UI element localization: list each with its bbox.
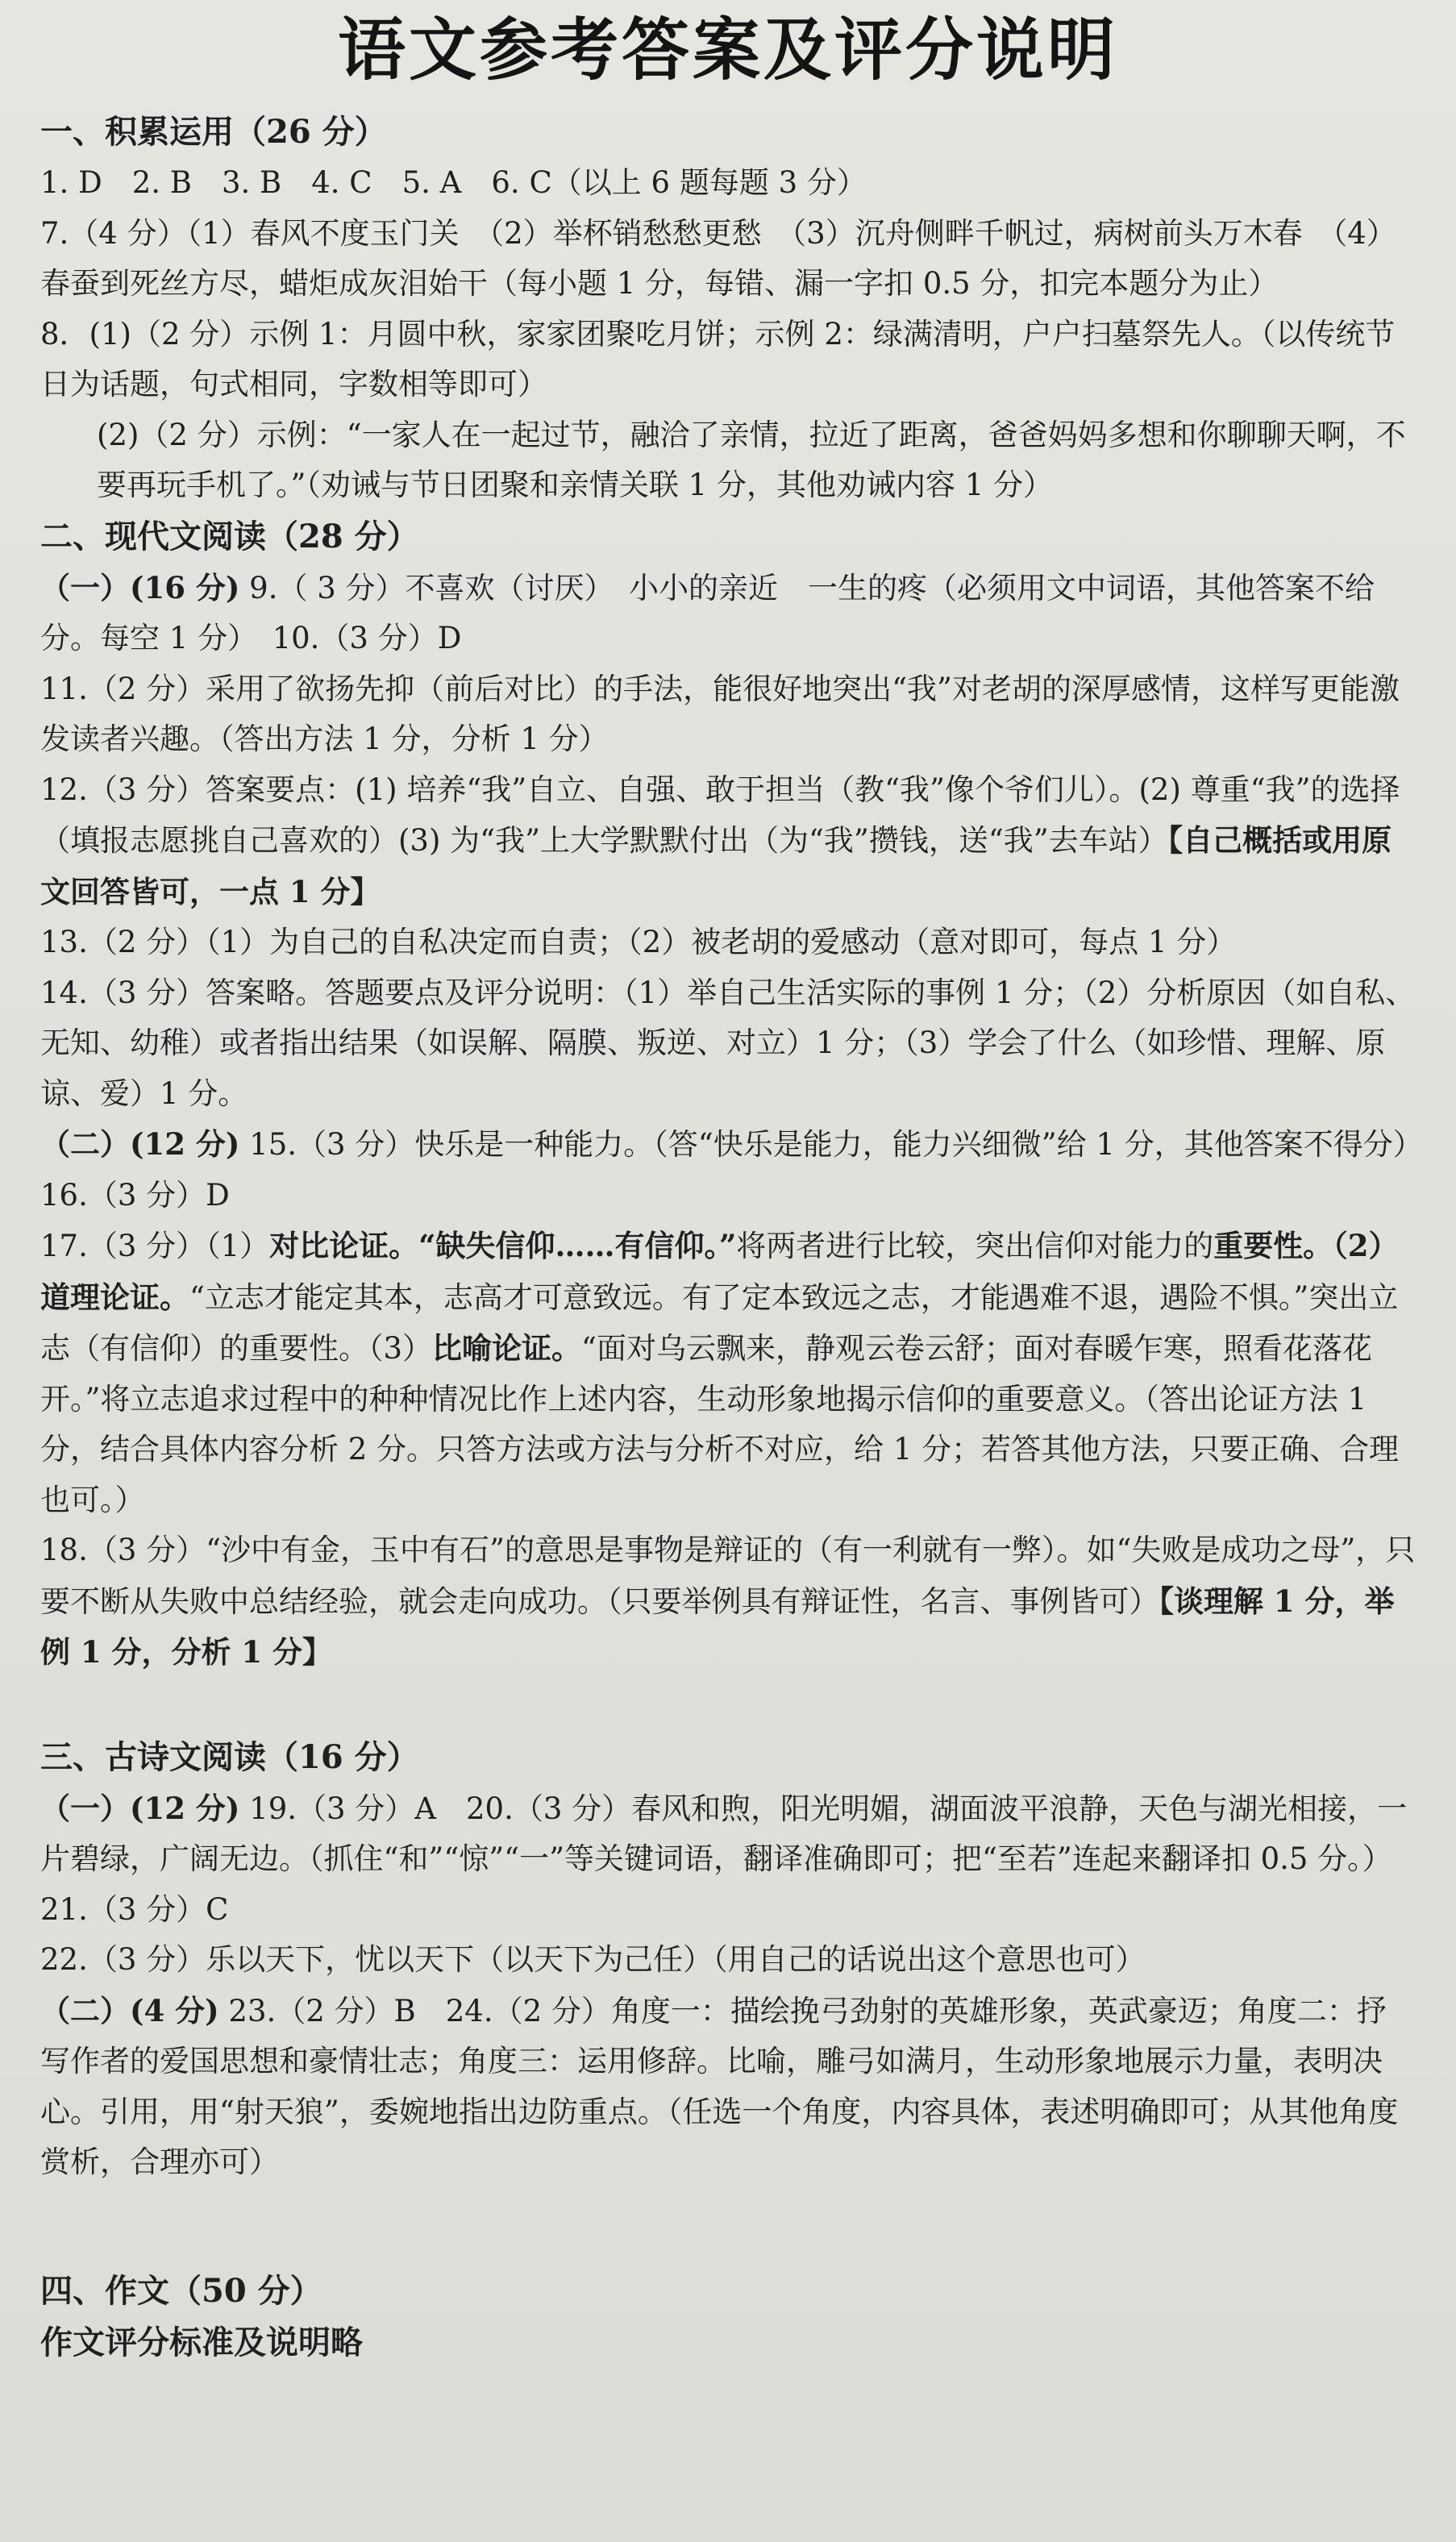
answer-q11: 11.（2 分）采用了欲扬先抑（前后对比）的手法，能很好地突出“我”对老胡的深厚感情，这样写更能激发读者兴趣。（答出方法 1 分，分析 1 分） [40, 671, 1400, 756]
scoring-note: 【谈理解 1 分，举例 1 分，分析 1 分】 [40, 1583, 1395, 1670]
answer-q7: 7.（4 分）（1）春风不度玉门关 （2）举杯销愁愁更愁 （3）沉舟侧畔千帆过，病树前头万木春 （4）春蚕到死丝方尽，蜡炬成灰泪始干（每小题 1 分，每错、漏一字扣 0.5 分，扣完本题分为止） [40, 215, 1396, 301]
answer-text: 18.（3 分）“沙中有金，玉中有石”的意思是事物是辩证的（有一利就有一弊）。如“失败是成功之母”，只要不断从失败中总结经验，就会走向成功。（只要举例具有辩证性，名言、事例皆可） [40, 1533, 1416, 1619]
answer-q8-1: 8．(1)（2 分）示例 1：月圆中秋，家家团聚吃月饼；示例 2：绿满清明，户户扫墓祭先人。（以传统节日为话题，句式相同，字数相等即可） [40, 316, 1396, 401]
answer-text: 9.（ 3 分）不喜欢（讨厌） 小小的亲近 一生的疼（必须用文中词语，其他答案不给分。每空 1 分） 10.（3 分）D [40, 570, 1375, 655]
section-heading: 三、古诗文阅读（16 分） [40, 1737, 419, 1776]
section-heading: 四、作文（50 分） [40, 2271, 322, 2310]
answer-q8-2: (2)（2 分）示例：“一家人在一起过节，融洽了亲情，拉近了距离，爸爸妈妈多想和你聊聊天啊，不要再玩手机了。”（劝诫与节日团聚和亲情关联 1 分，其他劝诫内容 1 分） [97, 417, 1406, 502]
document-title: 语文参考答案及评分说明 [337, 10, 1118, 89]
method-term: 重要性。（2）道理论证。 [40, 1228, 1399, 1315]
answer-q13: 13.（2 分）（1）为自己的自私决定而自责；（2）被老胡的爱感动（意对即可，每点 1 分） [40, 925, 1237, 959]
section-composition [40, 2265, 1416, 2369]
answer-q18 [40, 1525, 1416, 1679]
answer-q1-6: 1. D 2. B 3. B 4. C 5. A 6. C（以上 6 题每题 3 分） [40, 165, 867, 200]
section-accumulation [40, 106, 1416, 511]
answer-text: 12.（3 分）答案要点：(1) 培养“我”自立、自强、敢于担当（教“我”像个爷们儿）。(2) 尊重“我”的选择（填报志愿挑自己喜欢的）(3) 为“我”上大学默默付出（为“我”攒钱，送“我”去车站） [40, 772, 1400, 858]
answer-part-2-q15-16 [40, 1119, 1438, 1221]
section-modern-reading [40, 511, 1438, 1679]
answer-part-1-q9-10 [40, 563, 1416, 664]
part-label: （二）(12 分) [40, 1126, 240, 1162]
part-label: （一）(12 分) [40, 1790, 240, 1826]
answer-text: 15.（3 分）快乐是一种能力。（答“快乐是能力，能力兴细微”给 1 分，其他答案不得分） 16.（3 分）D [40, 1127, 1438, 1213]
answer-text: “立志才能定其本，志高才可意致远。有了定本致远之志，才能遇难不退，遇险不惧。”突出立志（有信仰）的重要性。（3） [40, 1279, 1399, 1366]
answer-text: 将两者进行比较，突出信仰对能力的 [736, 1229, 1214, 1263]
section-heading: 二、现代文阅读（28 分） [40, 517, 419, 555]
section-heading: 一、积累运用（26 分） [40, 113, 387, 151]
answer-q12 [40, 765, 1416, 918]
scoring-note: 【自己概括或用原文回答皆可，一点 1 分】 [40, 822, 1392, 909]
composition-note: 作文评分标准及说明略 [40, 2323, 363, 2361]
answer-q22: 22.（3 分）乐以天下，忧以天下（以天下为己任）（用自己的话说出这个意思也可） [40, 1942, 1146, 1977]
answer-text: 17.（3 分）（1） [40, 1229, 270, 1263]
part-label: （二）(4 分) [40, 1992, 219, 2028]
answer-q17 [40, 1221, 1416, 1525]
document-body [0, 92, 1456, 2369]
answer-text: 19.（3 分）A 20.（3 分）春风和煦，阳光明媚，湖面波平浪静，天色与湖光相接，一片碧绿，广阔无边。（抓住“和”“惊”“一”等关键词语，翻译准确即可；把“至若”连起来翻译扣 0.5 分。） 21.（3 分）C [40, 1791, 1408, 1927]
answer-text: 23.（2 分）B 24.（2 分）角度一：描绘挽弓劲射的英雄形象，英武豪迈；角度二：抒写作者的爱国思想和豪情壮志；角度三：运用修辞。比喻，雕弓如满月，生动形象地展示力量，表明决心。引用，用“射天狼”，委婉地指出边防重点。（任选一个角度，内容具体，表述明确即可；从其他角度赏析，合理亦可） [40, 1993, 1399, 2179]
answer-text: “面对乌云飘来，静观云卷云舒；面对春暖乍寒，照看花落花开。”将立志追求过程中的种种情况比作上述内容，生动形象地揭示信仰的重要意义。（答出论证方法 1 分，结合具体内容分析 2 分。只答方法或方法与分析不对应，给 1 分；若答其他方法，只要正确、合理也可。） [40, 1331, 1400, 1517]
method-term: 比喻论证。 [432, 1330, 582, 1366]
answer-q14: 14.（3 分）答案略。答题要点及评分说明：（1）举自己生活实际的事例 1 分；（2）分析原因（如自私、无知、幼稚）或者指出结果（如误解、隔膜、叛逆、对立）1 分；（3）学会了什么（如珍惜、理解、原谅、爱）1 分。 [40, 975, 1416, 1111]
answer-part-1-q19-21 [40, 1783, 1416, 1936]
part-label: （一）(16 分) [40, 569, 240, 605]
section-classical-reading [40, 1732, 1416, 2188]
answer-part-2-q23-24 [40, 1986, 1416, 2188]
method-term: 对比论证。“缺失信仰……有信仰。” [269, 1228, 737, 1263]
